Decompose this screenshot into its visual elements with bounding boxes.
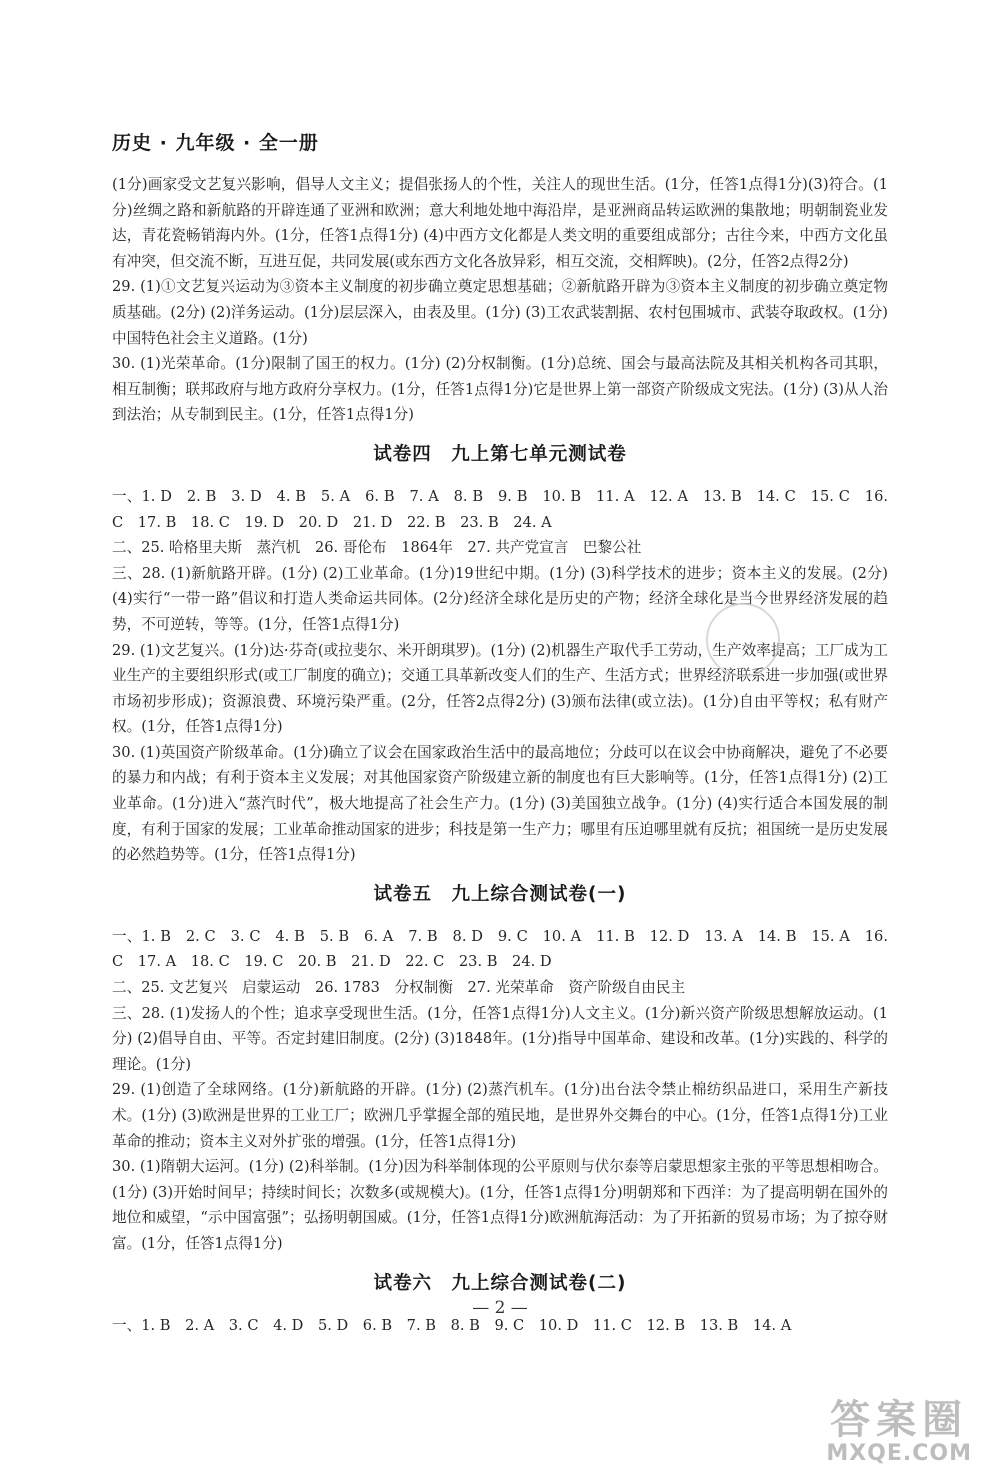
answer-paragraph: 30. (1)隋朝大运河。(1分) (2)科举制。(1分)因为科举制体现的公平原则与伏尔泰等启蒙思想家主张的平等思想相吻合。(1分) (3)开始时间早；持续时间长；次数多(或规模大)。(1分，任答1点得1分)明朝郑和下西洋：为了提高明朝在国外的地位和威望，“示中国富强”；弘扬明朝国威。(1分，任答1点得1分)欧洲航海活动：为了开拓新的贸易市场；为了掠夺财富。(1分，任答1点得1分) (112, 1158, 888, 1252)
section-title: 试卷六 九上综合测试卷(二) (373, 1272, 627, 1294)
faint-stamp (706, 603, 780, 677)
site-watermark (826, 1398, 972, 1466)
answer-paragraph: (1分)画家受文艺复兴影响，倡导人文主义；提倡张扬人的个性，关注人的现世生活。(1分，任答1点得1分)(3)符合。(1分)丝绸之路和新航路的开辟连通了亚洲和欧洲；意大利地处地中海沿岸，是亚洲商品转运欧洲的集散地；明朝制瓷业发达，青花瓷畅销海内外。(1分，任答1点得1分) (4)中西方文化都是人类文明的重要组成部分；古往今来，中西方文化虽有冲突，但交流不断，互进互促，共同发展(或东西方文化各放异彩，相互交流，交相辉映)。(2分，任答2点得2分) (112, 176, 888, 270)
watermark-logo-text: 答案圈 (830, 1397, 969, 1443)
answer-paragraph: 29. (1)创造了全球网络。(1分)新航路的开辟。(1分) (2)蒸汽机车。(1分)出台法令禁止棉纺织品进口，采用生产新技术。(1分) (3)欧洲是世界的工业工厂；欧洲几乎掌握全部的殖民地，是世界外交舞台的中心。(1分，任答1点得1分)工业革命的推动；资本主义对外扩张的增强。(1分，任答1点得1分) (112, 1081, 888, 1150)
section-title: 试卷四 九上第七单元测试卷 (373, 443, 627, 465)
answer-paragraph: 一、1. D 2. B 3. D 4. B 5. A 6. B 7. A 8. B 9. B 10. B 11. A 12. A 13. B 14. C 15. C 16. C 17. B 18. C 19. D 20. D 21. D 22. B 23. B 24. A (112, 487, 888, 531)
answer-paragraph: 30. (1)光荣革命。(1分)限制了国王的权力。(1分) (2)分权制衡。(1分)总统、国会与最高法院及其相关机构各司其职，相互制衡；联邦政府与地方政府分享权力。(1分，任答1点得1分)它是世界上第一部资产阶级成文宪法。(1分) (3)从人治到法治；从专制到民主。(1分，任答1点得1分) (112, 355, 888, 424)
answer-paragraph: 三、28. (1)新航路开辟。(1分) (2)工业革命。(1分)19世纪中期。(1分) (3)科学技术的进步；资本主义的发展。(2分) (4)实行“一带一路”倡议和打造人类命运共同体。(2分)经济全球化是历史的产物；经济全球化是当今世界经济发展的趋势，不可逆转，等等。(1分，任答1点得1分) (112, 564, 888, 633)
answer-paragraph: 29. (1)文艺复兴。(1分)达·芬奇(或拉斐尔、米开朗琪罗)。(1分) (2)机器生产取代手工劳动，生产效率提高；工厂成为工业生产的主要组织形式(或工厂制度的确立)；交通工具革新改变人们的生产、生活方式；世界经济联系进一步加强(或世界市场初步形成)；资源浪费、环境污染严重。(2分，任答2点得2分) (3)颁布法律(或立法)。(1分)自由平等权；私有财产权。(1分，任答1点得1分) (112, 641, 888, 736)
answer-paragraph: 三、28. (1)发扬人的个性；追求享受现世生活。(1分，任答1点得1分)人文主义。(1分)新兴资产阶级思想解放运动。(1分) (2)倡导自由、平等。否定封建旧制度。(2分) (3)1848年。(1分)指导中国革命、建设和改革。(1分)实践的、科学的理论。(1分) (112, 1004, 888, 1073)
answer-paragraph: 二、25. 文艺复兴 启蒙运动 26. 1783 分权制衡 27. 光荣革命 资产阶级自由民主 (112, 979, 686, 997)
page-number: — 2 — (472, 1298, 528, 1318)
answer-content (112, 172, 888, 1338)
answer-paragraph: 29. (1)①文艺复兴运动为③资本主义制度的初步确立奠定思想基础；②新航路开辟为③资本主义制度的初步确立奠定物质基础。(2分) (2)洋务运动。(1分)层层深入，由表及里。(1分) (3)工农武装割据、农村包围城市、武装夺取政权。(1分)中国特色社会主义道路。(1分) (112, 278, 888, 347)
answer-paragraph: 二、25. 哈格里夫斯 蒸汽机 26. 哥伦布 1864年 27. 共产党宣言 巴黎公社 (112, 539, 642, 557)
answer-paragraph: 一、1. B 2. C 3. C 4. B 5. B 6. A 7. B 8. D 9. C 10. A 11. B 12. D 13. A 14. B 15. A 16. C 17. A 18. C 19. C 20. B 21. D 22. C 23. B 24. D (112, 927, 888, 971)
book-header: 历史 · 九年级 · 全一册 (112, 132, 319, 154)
watermark-url: MXQE.COM (826, 1441, 972, 1466)
answer-paragraph: 30. (1)英国资产阶级革命。(1分)确立了议会在国家政治生活中的最高地位；分歧可以在议会中协商解决，避免了不必要的暴力和内战；有利于资本主义发展；对其他国家资产阶级建立新的制度也有巨大影响等。(1分，任答1点得1分) (2)工业革命。(1分)进入“蒸汽时代”，极大地提高了社会生产力。(1分) (3)美国独立战争。(1分) (4)实行适合本国发展的制度，有利于国家的发展；工业革命推动国家的进步；科技是第一生产力；哪里有压迫哪里就有反抗；祖国统一是历史发展的必然趋势等。(1分，任答1点得1分) (112, 743, 888, 864)
section-title: 试卷五 九上综合测试卷(一) (373, 883, 627, 905)
answer-paragraph: 一、1. B 2. A 3. C 4. D 5. D 6. B 7. B 8. B 9. C 10. D 11. C 12. B 13. B 14. A (112, 1316, 792, 1334)
